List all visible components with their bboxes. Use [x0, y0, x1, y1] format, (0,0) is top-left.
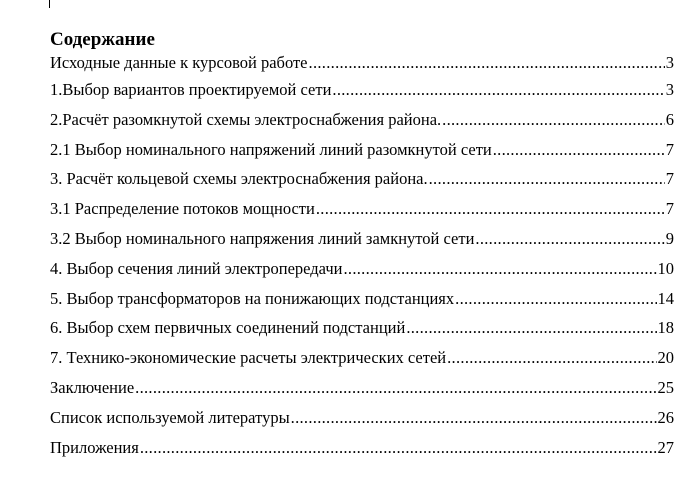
toc-entry[interactable]	[50, 347, 674, 377]
dot-leader	[316, 198, 665, 220]
toc-entry-title: 4. Выбор сечения линий электропередачи	[50, 258, 343, 278]
toc-entry-title: 3. Расчёт кольцевой схемы электроснабжения района.	[50, 169, 428, 189]
toc-entry-title: Заключение	[50, 377, 135, 397]
toc-entry[interactable]	[50, 258, 674, 288]
toc-entry[interactable]	[50, 288, 674, 318]
toc-entry-page: 3	[665, 53, 674, 72]
toc-entry-page: 20	[657, 348, 674, 368]
dot-leader	[309, 52, 665, 74]
text-cursor-mark	[49, 0, 50, 8]
toc-entry-page: 6	[665, 109, 674, 129]
toc-entry[interactable]	[50, 139, 674, 169]
toc-entry[interactable]	[50, 437, 674, 467]
toc-entry-title: 5. Выбор трансформаторов на понижающих подстанциях	[50, 288, 455, 308]
dot-leader	[332, 79, 664, 101]
toc-entry-title: 2.1 Выбор номинального напряжений линий разомкнутой сети	[50, 139, 492, 159]
toc-entry-page: 3	[665, 80, 674, 99]
toc-entry-list	[50, 52, 674, 466]
toc-entry-title: 7. Технико-экономические расчеты электрических сетей	[50, 348, 447, 368]
dot-leader	[135, 377, 656, 399]
toc-entry-page: 25	[657, 377, 674, 397]
toc-entry-title: 6. Выбор схем первичных соединений подстанций	[50, 318, 406, 338]
toc-entry[interactable]	[50, 79, 674, 109]
dot-leader	[455, 288, 656, 310]
toc-entry-title: Список используемой литературы	[50, 407, 290, 427]
toc-heading: Содержание	[50, 29, 155, 50]
toc-entry-page: 14	[657, 288, 674, 308]
toc-entry-title: 1.Выбор вариантов проектируемой сети	[50, 80, 332, 99]
toc-entry-page: 7	[665, 169, 674, 189]
dot-leader	[475, 228, 664, 250]
toc-entry[interactable]	[50, 317, 674, 347]
toc-entry-title: 2.Расчёт разомкнутой схемы электроснабжения района.	[50, 109, 442, 129]
toc-entry-title: Исходные данные к курсовой работе	[50, 53, 308, 72]
toc-entry-title: 3.2 Выбор номинального напряжения линий замкнутой сети	[50, 228, 475, 248]
toc-entry-page: 7	[665, 139, 674, 159]
toc-entry-page: 26	[657, 407, 674, 427]
dot-leader	[429, 168, 665, 190]
toc-entry[interactable]	[50, 377, 674, 407]
toc-entry[interactable]	[50, 407, 674, 437]
dot-leader	[442, 109, 665, 131]
toc-entry-page: 10	[657, 258, 674, 278]
toc-entry-title: 3.1 Распределение потоков мощности	[50, 199, 315, 219]
toc-entry[interactable]	[50, 52, 674, 79]
toc-entry-page: 18	[657, 318, 674, 338]
dot-leader	[343, 258, 656, 280]
toc-entry-page: 7	[665, 199, 674, 219]
toc-entry[interactable]	[50, 109, 674, 139]
toc-entry-page: 27	[657, 437, 674, 457]
dot-leader	[291, 407, 657, 429]
dot-leader	[493, 139, 665, 161]
toc-entry[interactable]	[50, 198, 674, 228]
toc-entry-title: Приложения	[50, 437, 139, 457]
toc-entry[interactable]	[50, 168, 674, 198]
dot-leader	[447, 347, 656, 369]
toc-entry[interactable]	[50, 228, 674, 258]
dot-leader	[406, 317, 656, 339]
toc-entry-page: 9	[665, 228, 674, 248]
table-of-contents	[50, 28, 674, 466]
dot-leader	[140, 437, 657, 459]
